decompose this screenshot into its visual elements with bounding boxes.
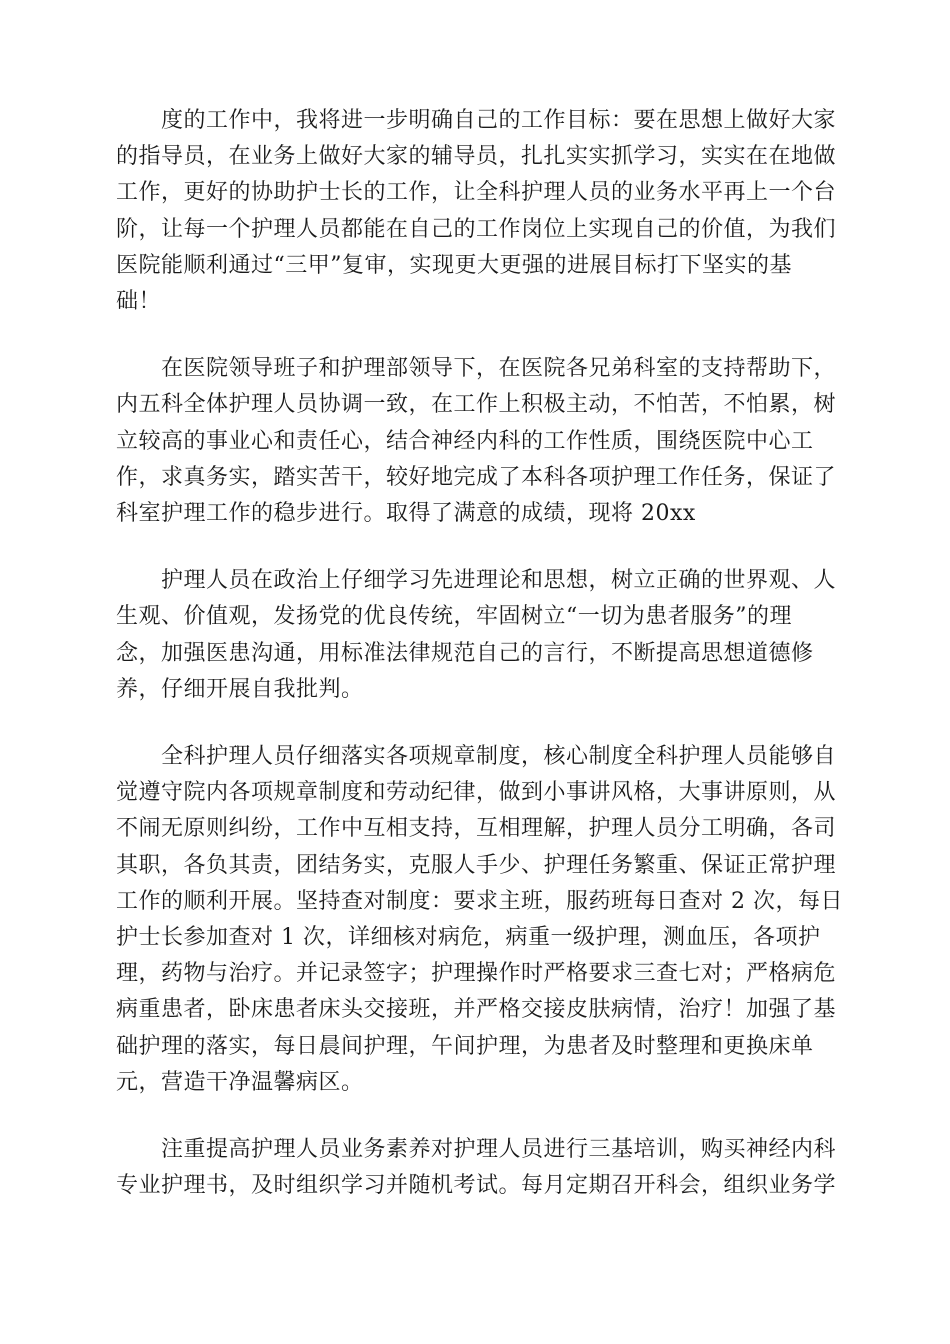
paragraph-line: 科室护理工作的稳步进行。取得了满意的成绩，现将 20xx xyxy=(116,501,696,527)
paragraph-line: 注重提高护理人员业务素养对护理人员进行三基培训，购买神经内科 xyxy=(116,1137,837,1163)
paragraph-line: 工作的顺利开展。坚持查对制度：要求主班，服药班每日查对 2 次，每日 xyxy=(116,888,843,914)
paragraph-line: 础护理的落实，每日晨间护理，午间护理，为患者及时整理和更换床单 xyxy=(116,1033,814,1059)
paragraph-line: 病重患者，卧床患者床头交接班，并严格交接皮肤病情，治疗！加强了基 xyxy=(116,997,837,1023)
paragraph-line: 不闹无原则纠纷，工作中互相支持，互相理解，护理人员分工明确，各司 xyxy=(116,816,837,842)
paragraph-line: 养，仔细开展自我批判。 xyxy=(116,676,364,702)
paragraph-5 xyxy=(116,1132,837,1204)
paragraph-1 xyxy=(116,103,837,320)
paragraph-line: 在医院领导班子和护理部领导下，在医院各兄弟科室的支持帮助下， xyxy=(116,356,837,382)
paragraph-line: 的指导员，在业务上做好大家的辅导员，扎扎实实抓学习，实实在在地做 xyxy=(116,144,837,170)
paragraph-line: 工作，更好的协助护士长的工作，让全科护理人员的业务水平再上一个台 xyxy=(116,180,837,206)
paragraph-line: 其职，各负其责，团结务实，克服人手少、护理任务繁重、保证正常护理 xyxy=(116,852,837,878)
paragraph-4 xyxy=(116,739,843,1101)
paragraph-line: 阶，让每一个护理人员都能在自己的工作岗位上实现自己的价值，为我们 xyxy=(116,216,837,242)
paragraph-line: 理，药物与治疗。并记录签字；护理操作时严格要求三查七对；严格病危 xyxy=(116,961,837,987)
paragraph-line: 作，求真务实，踏实苦干，较好地完成了本科各项护理工作任务，保证了 xyxy=(116,464,837,490)
paragraph-2 xyxy=(116,351,837,532)
paragraph-line: 础！ xyxy=(116,289,162,315)
paragraph-line: 度的工作中，我将进一步明确自己的工作目标：要在思想上做好大家 xyxy=(116,108,837,133)
paragraph-line: 全科护理人员仔细落实各项规章制度，核心制度全科护理人员能够自 xyxy=(116,744,837,770)
paragraph-line: 内五科全体护理人员协调一致，在工作上积极主动，不怕苦，不怕累，树 xyxy=(116,392,837,418)
paragraph-line: 元，营造干净温馨病区。 xyxy=(116,1069,364,1095)
paragraph-line: 生观、价值观，发扬党的优良传统，牢固树立“一切为患者服务”的理 xyxy=(116,604,792,630)
paragraph-line: 专业护理书，及时组织学习并随机考试。每月定期召开科会，组织业务学 xyxy=(116,1173,837,1199)
paragraph-line: 觉遵守院内各项规章制度和劳动纪律，做到小事讲风格，大事讲原则，从 xyxy=(116,780,837,806)
paragraph-line: 护士长参加查对 1 次，详细核对病危，病重一级护理，测血压，各项护 xyxy=(116,925,821,951)
paragraph-3 xyxy=(116,563,837,708)
document-body xyxy=(116,103,843,1235)
paragraph-line: 立较高的事业心和责任心，结合神经内科的工作性质，围绕医院中心工 xyxy=(116,428,814,454)
paragraph-line: 护理人员在政治上仔细学习先进理论和思想，树立正确的世界观、人 xyxy=(116,568,837,594)
paragraph-line: 念，加强医患沟通，用标准法律规范自己的言行，不断提高思想道德修 xyxy=(116,640,814,666)
paragraph-line: 医院能顺利通过“三甲”复审，实现更大更强的进展目标打下坚实的基 xyxy=(116,252,792,278)
